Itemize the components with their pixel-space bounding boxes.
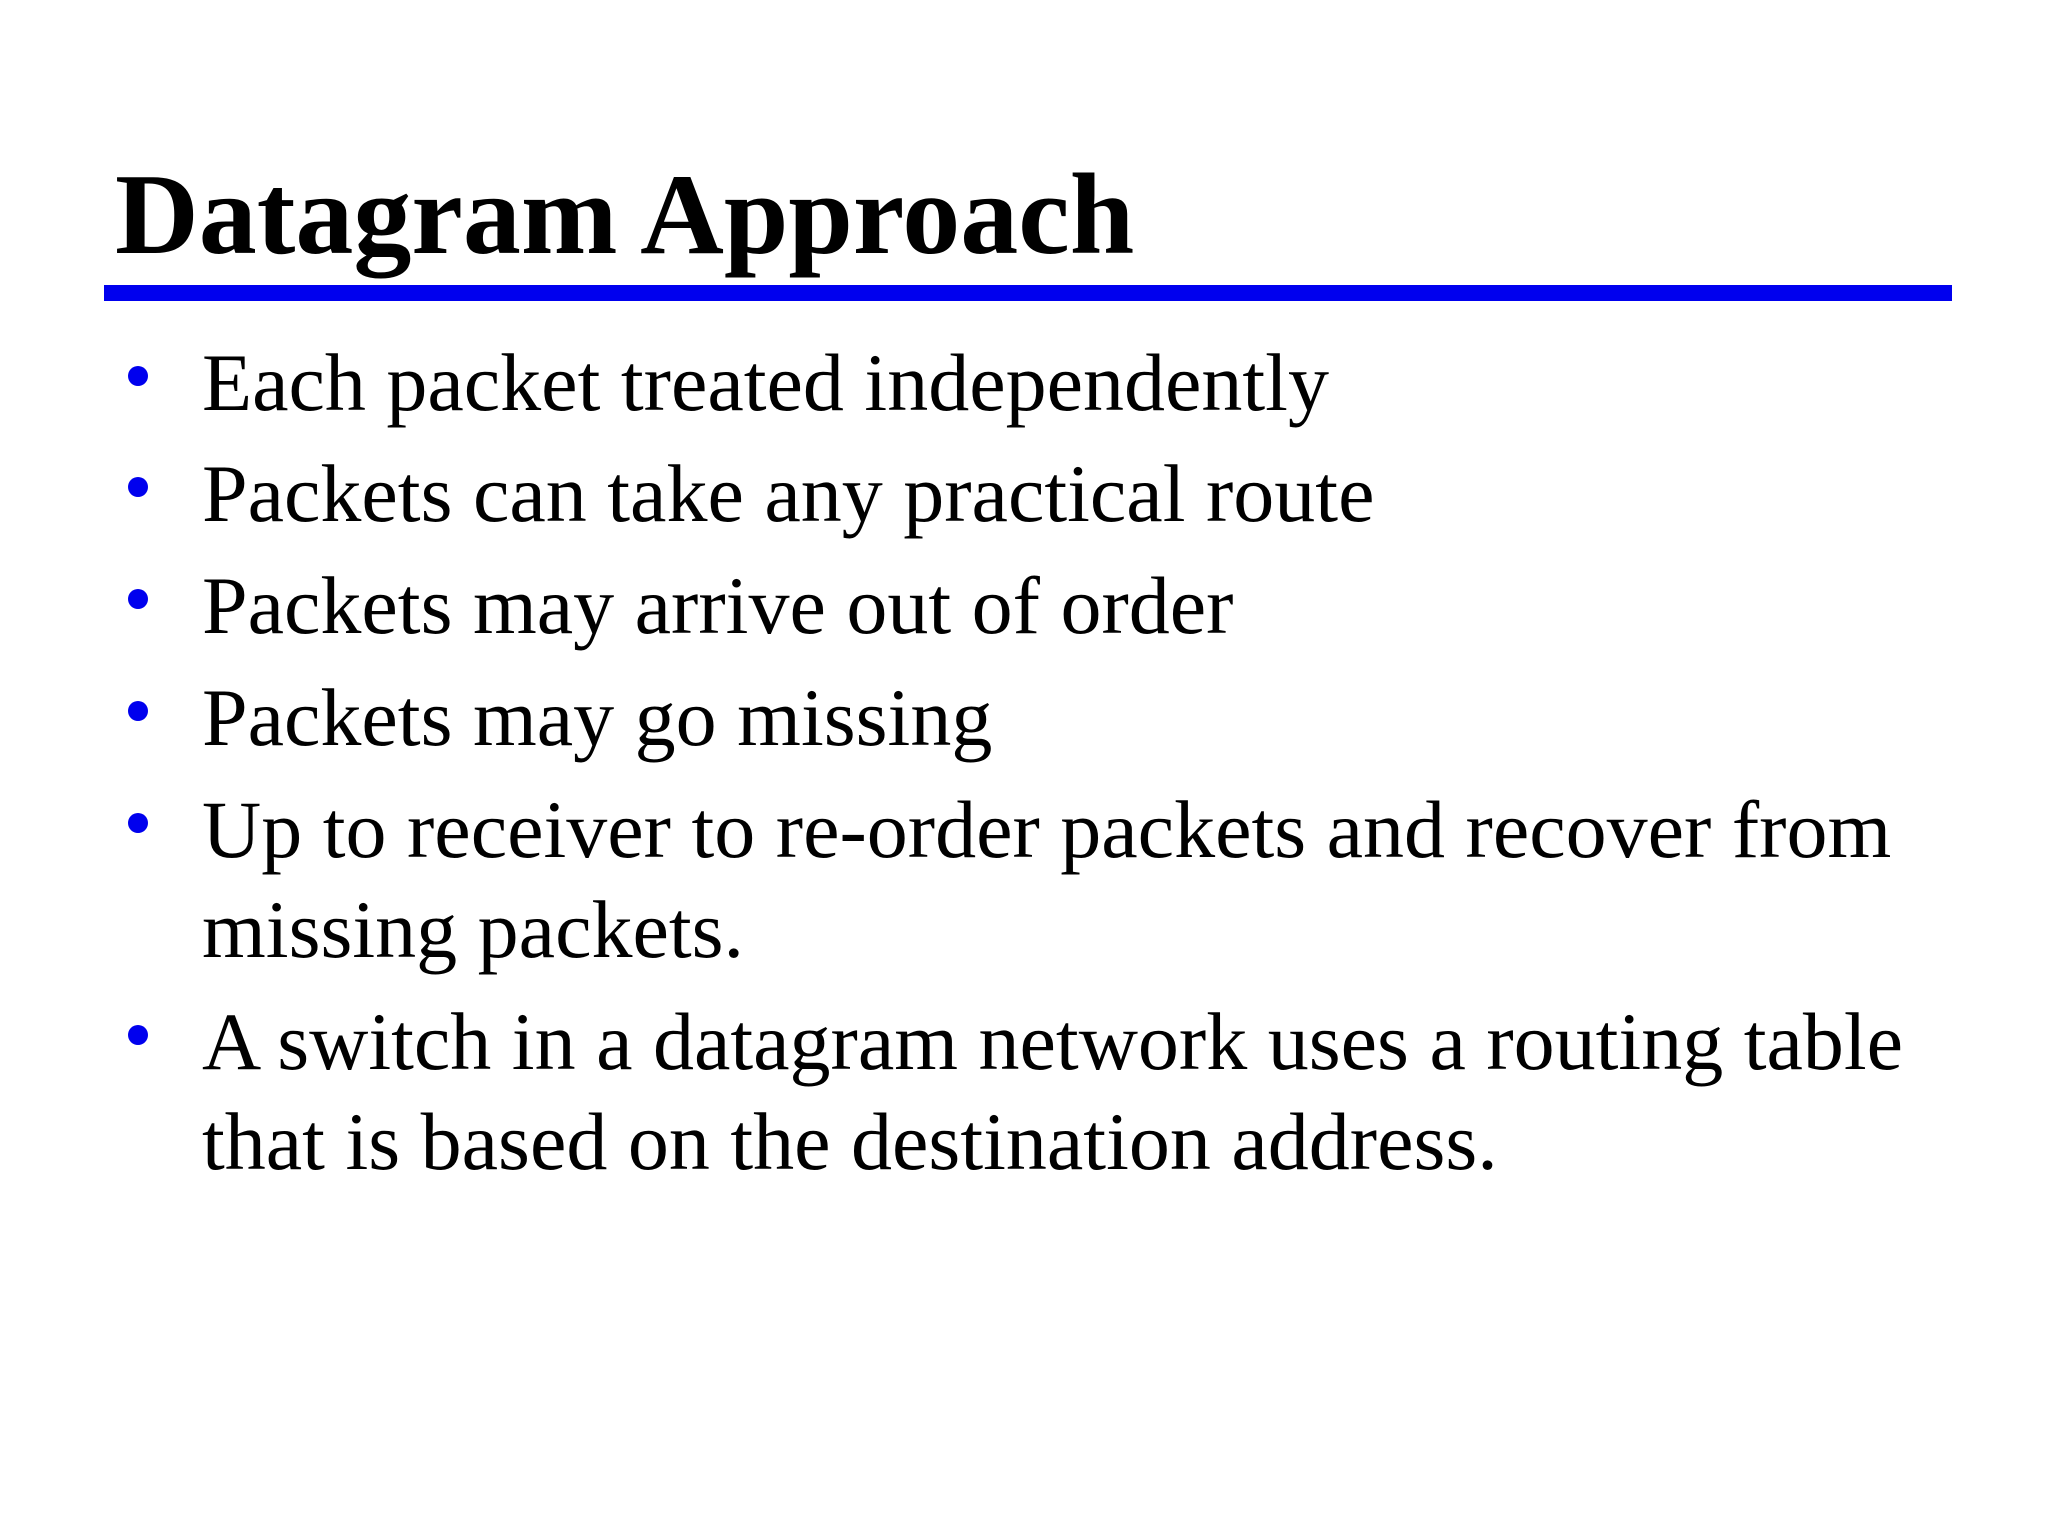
bullet-text: A switch in a datagram network uses a routing table that is based on the destination address. [202, 996, 1904, 1187]
bullet-text: Packets can take any practical route [202, 448, 1375, 539]
bullet-dot-icon [128, 813, 148, 833]
bullet-text: Each packet treated independently [202, 337, 1329, 428]
bullet-dot-icon [128, 477, 148, 497]
bullet-text: Up to receiver to re-order packets and recover from missing packets. [202, 784, 1892, 975]
bullet-dot-icon [128, 1025, 148, 1045]
bullet-dot-icon [128, 366, 148, 386]
bullet-text: Packets may arrive out of order [202, 560, 1234, 651]
bullet-dot-icon [128, 589, 148, 609]
slide-title: Datagram Approach [115, 151, 1135, 279]
bullet-dot-icon [128, 701, 148, 721]
title-underline-rule [104, 285, 1952, 301]
bullet-text: Packets may go missing [202, 672, 993, 763]
